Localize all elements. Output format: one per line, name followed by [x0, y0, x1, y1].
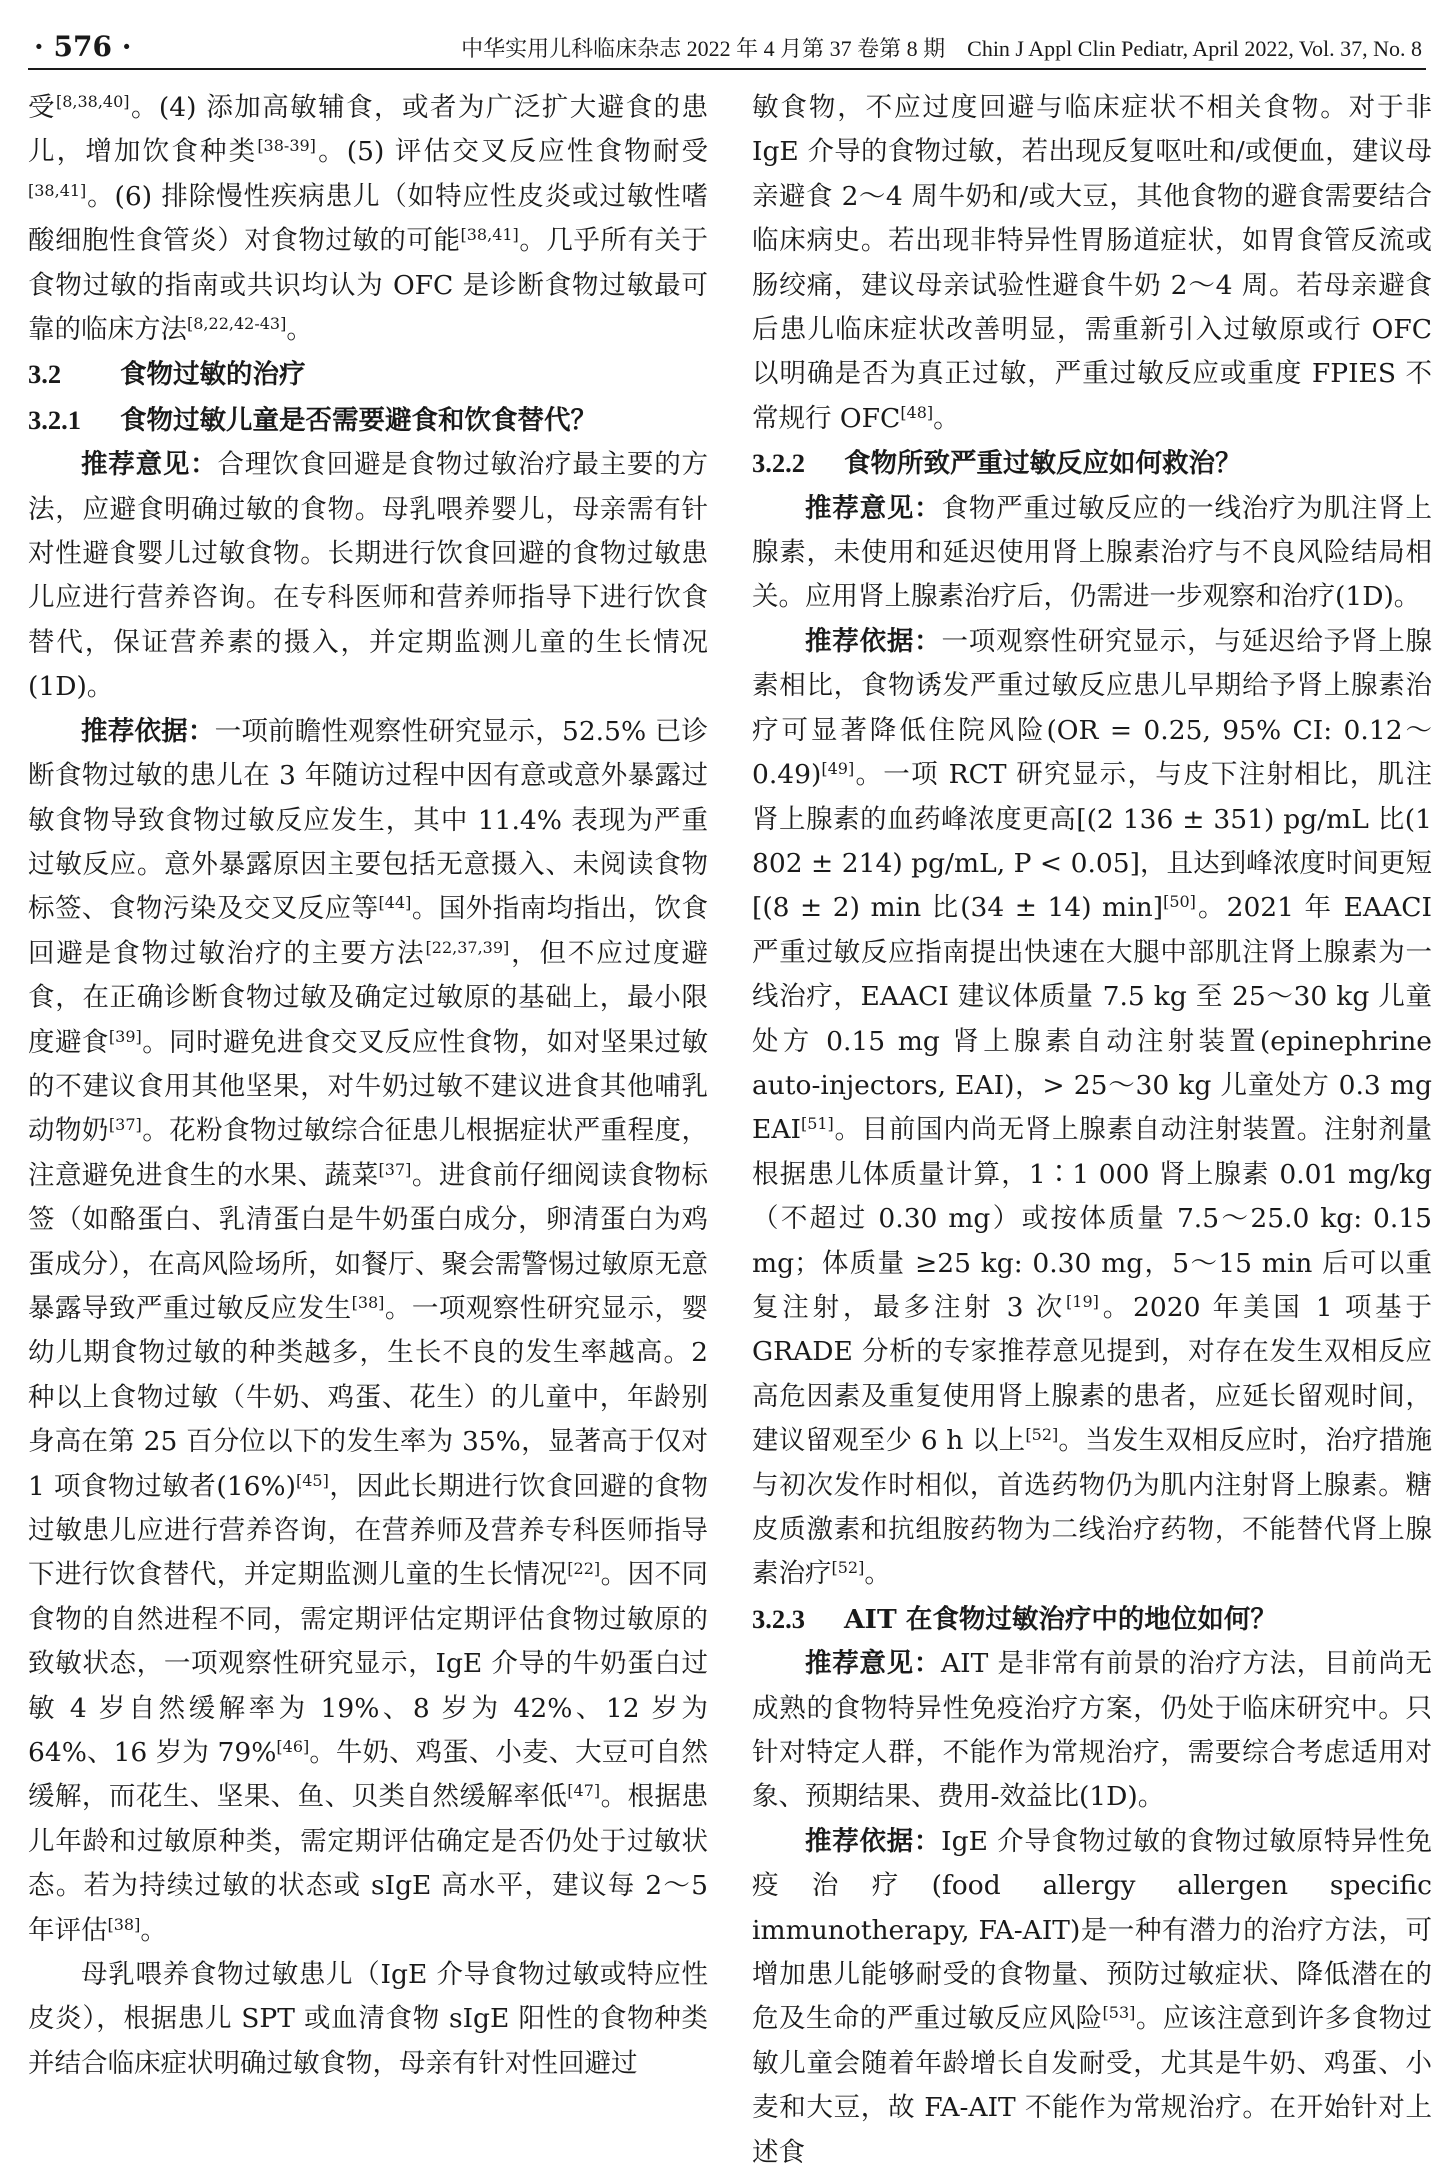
citation[interactable]: [37] — [378, 1159, 412, 1179]
subsection-heading: 3.2.2 食物所致严重过敏反应如何救治？ — [752, 448, 1242, 480]
citation[interactable]: [19] — [1066, 1291, 1099, 1311]
citation[interactable]: [50] — [1163, 892, 1196, 912]
left-column — [28, 86, 708, 2086]
citation[interactable]: [38] — [107, 1914, 141, 1934]
citation[interactable]: [47] — [567, 1781, 601, 1801]
citation[interactable]: [44] — [378, 893, 412, 913]
evidence-paragraph: 推荐依据：一项观察性研究显示，与延迟给予肾上腺素相比，食物诱发严重过敏反应患儿早期给予肾上腺素治疗可显著降低住院风险(OR = 0.25, 95% CI: 0.12～0.49)[49]。一项 RCT 研究显示，与皮下注射相比，肌注肾上腺素的血药峰浓度更高[(2 136 ± 351) pg/mL 比(1 802 ± 214) pg/mL, P < 0.05]，且达到峰浓度时间更短[(8 ± 2) min 比(34 ± 14) min][50]。2021 年 EAACI 严重过敏反应指南提出快速在大腿中部肌注肾上腺素为一线治疗，EAACI 建议体质量 7.5 kg 至 25～30 kg 儿童处方 0.15 mg 肾上腺素自动注射装置(epinephrine auto-injectors, EAI)，> 25～30 kg 儿童处方 0.3 mg EAI[51]。目前国内尚无肾上腺素自动注射装置。注射剂量根据患儿体质量计算，1∶1 000 肾上腺素 0.01 mg/kg（不超过 0.30 mg）或按体质量 7.5～25.0 kg: 0.15 mg；体质量 ≥25 kg: 0.30 mg，5～15 min 后可以重复注射，最多注射 3 次[19]。2020 年美国 1 项基于 GRADE 分析的专家推荐意见提到，对存在发生双相反应高危因素及重复使用肾上腺素的患者，应延长留观时间，建议留观至少 6 h 以上[52]。当发生双相反应时，治疗措施与初次发作时相似，首选药物仍为肌内注射肾上腺素。糖皮质激素和抗组胺药物为二线治疗药物，不能替代肾上腺素治疗[52]。 — [752, 625, 1433, 1590]
citation[interactable]: [46] — [276, 1737, 310, 1757]
recommendation-paragraph: 推荐意见：食物严重过敏反应的一线治疗为肌注肾上腺素，未使用和延迟使用肾上腺素治疗与不良风险结局相关。应用肾上腺素治疗后，仍需进一步观察和治疗(1D)。 — [752, 492, 1433, 613]
citation[interactable]: [37] — [108, 1115, 142, 1135]
citation[interactable]: [22] — [567, 1559, 601, 1579]
paragraph: 母乳喂养食物过敏患儿（IgE 介导食物过敏或特应性皮炎），根据患儿 SPT 或血清食物 sIgE 阳性的食物种类并结合临床症状明确过敏食物，母亲有针对性回避过 — [28, 1959, 708, 2079]
section-heading: 3.2 食物过敏的治疗 — [28, 359, 306, 391]
citation[interactable]: [8,22,42-43] — [187, 314, 287, 334]
citation[interactable]: [38] — [351, 1292, 385, 1312]
right-column — [752, 86, 1432, 2175]
page-header — [28, 28, 1426, 70]
paragraph: 敏食物，不应过度回避与临床症状不相关食物。对于非 IgE 介导的食物过敏，若出现反复呕吐和/或便血，建议母亲避食 2～4 周牛奶和/或大豆，其他食物的避食需要结合临床病史。若出现非特异性胃肠道症状，如胃食管反流或肠绞痛，建议母亲试验性避食牛奶 2～4 周。若母亲避食后患儿临床症状改善明显，需重新引入过敏原或行 OFC 以明确是否为真正过敏，严重过敏反应或重度 FPIES 不常规行 OFC[48]。 — [752, 92, 1432, 434]
citation[interactable]: [53] — [1102, 2003, 1136, 2023]
subsection-heading: 3.2.3 AIT 在食物过敏治疗中的地位如何？ — [752, 1603, 1277, 1635]
citation[interactable]: [38,41] — [460, 225, 519, 245]
citation[interactable]: [45] — [295, 1470, 329, 1490]
recommendation-paragraph: 推荐意见：AIT 是非常有前景的治疗方法，目前尚无成熟的食物特异性免疫治疗方案，仍处于临床研究中。只针对特定人群，不能作为常规治疗，需要综合考虑适用对象、预期结果、费用-效益比(1D)。 — [752, 1648, 1432, 1813]
citation[interactable]: [8,38,40] — [55, 92, 130, 111]
page-number: · 576 · — [34, 30, 132, 63]
journal-running-head: 中华实用儿科临床杂志 2022 年 4 月第 37 卷第 8 期 Chin J Appl Clin Pediatr, April 2022, Vol. 37, No. 8 — [461, 36, 1422, 61]
citation[interactable]: [39] — [108, 1026, 142, 1046]
citation[interactable]: [52] — [831, 1558, 865, 1578]
evidence-paragraph: 推荐依据：一项前瞻性观察性研究显示，52.5% 已诊断食物过敏的患儿在 3 年随访过程中因有意或意外暴露过敏食物导致食物过敏反应发生，其中 11.4% 表现为严重过敏反应。意外暴露原因主要包括无意摄入、未阅读食物标签、食物污染及交叉反应等[44]。国外指南均指出，饮食回避是食物过敏治疗的主要方法[22,37,39]，但不应过度避食，在正确诊断食物过敏及确定过敏原的基础上，最小限度避食[39]。同时避免进食交叉反应性食物，如对坚果过敏的不建议食用其他坚果，对牛奶过敏不建议进食其他哺乳动物奶[37]。花粉食物过敏综合征患儿根据症状严重程度，注意避免进食生的水果、蔬菜[37]。进食前仔细阅读食物标签（如酪蛋白、乳清蛋白是牛奶蛋白成分，卵清蛋白为鸡蛋成分），在高风险场所，如餐厅、聚会需警惕过敏原无意暴露导致严重过敏反应发生[38]。一项观察性研究显示，婴幼儿期食物过敏的种类越多，生长不良的发生率越高。2 种以上食物过敏（牛奶、鸡蛋、花生）的儿童中，年龄别身高在第 25 百分位以下的发生率为 35%，显著高于仅对 1 项食物过敏者(16%)[45]，因此长期进行饮食回避的食物过敏患儿应进行营养咨询，在营养师及营养专科医师指导下进行饮食替代，并定期监测儿童的生长情况[22]。因不同食物的自然进程不同，需定期评估定期评估食物过敏原的致敏状态，一项观察性研究显示，IgE 介导的牛奶蛋白过敏 4 岁自然缓解率为 19%、8 岁为 42%、12 岁为 64%、16 岁为 79%[46]。牛奶、鸡蛋、小麦、大豆可自然缓解，而花生、坚果、鱼、贝类自然缓解率低[47]。根据患儿年龄和过敏原种类，需定期评估确定是否仍处于过敏状态。若为持续过敏的状态或 sIgE 高水平，建议每 2～5 年评估[38]。 — [28, 715, 709, 1946]
subsection-heading: 3.2.1 食物过敏儿童是否需要避食和饮食替代？ — [28, 404, 597, 436]
citation[interactable]: [52] — [1025, 1425, 1059, 1445]
citation[interactable]: [49] — [821, 759, 855, 779]
citation[interactable]: [38,41] — [28, 180, 87, 200]
paragraph: 受[8,38,40]。(4) 添加高敏辅食，或者为广泛扩大避食的患儿，增加饮食种类[38-39]。(5) 评估交叉反应性食物耐受[38,41]。(6) 排除慢性疾病患儿（如特应性皮炎或过敏性嗜酸细胞性食管炎）对食物过敏的可能[38,41]。几乎所有关于食物过敏的指南或共识均认为 OFC 是诊断食物过敏最可靠的临床方法[8,22,42-43]。 — [28, 92, 709, 346]
evidence-paragraph: 推荐依据：IgE 介导食物过敏的食物过敏原特异性免疫治疗(food allergy allergen specific immunotherapy, FA-AIT)是一种有潜力的治疗方法，可增加患儿能够耐受的食物量、预防过敏症状、降低潜在的危及生命的严重过敏反应风险[53]。应该注意到许多食物过敏儿童会随着年龄增长自发耐受，尤其是牛奶、鸡蛋、小麦和大豆，故 FA-AIT 不能作为常规治疗。在开始针对上述食 — [752, 1825, 1433, 2168]
citation[interactable]: [48] — [900, 402, 934, 422]
citation[interactable]: [38-39] — [257, 136, 316, 156]
recommendation-paragraph: 推荐意见：合理饮食回避是食物过敏治疗最主要的方法，应避食明确过敏的食物。母乳喂养婴儿，母亲需有针对性避食婴儿过敏食物。长期进行饮食回避的食物过敏患儿应进行营养咨询。在专科医师和营养师指导下进行饮食替代，保证营养素的摄入，并定期监测儿童的生长情况(1D)。 — [28, 449, 709, 703]
citation[interactable]: [22,37,39] — [425, 937, 510, 957]
citation[interactable]: [51] — [800, 1114, 834, 1134]
